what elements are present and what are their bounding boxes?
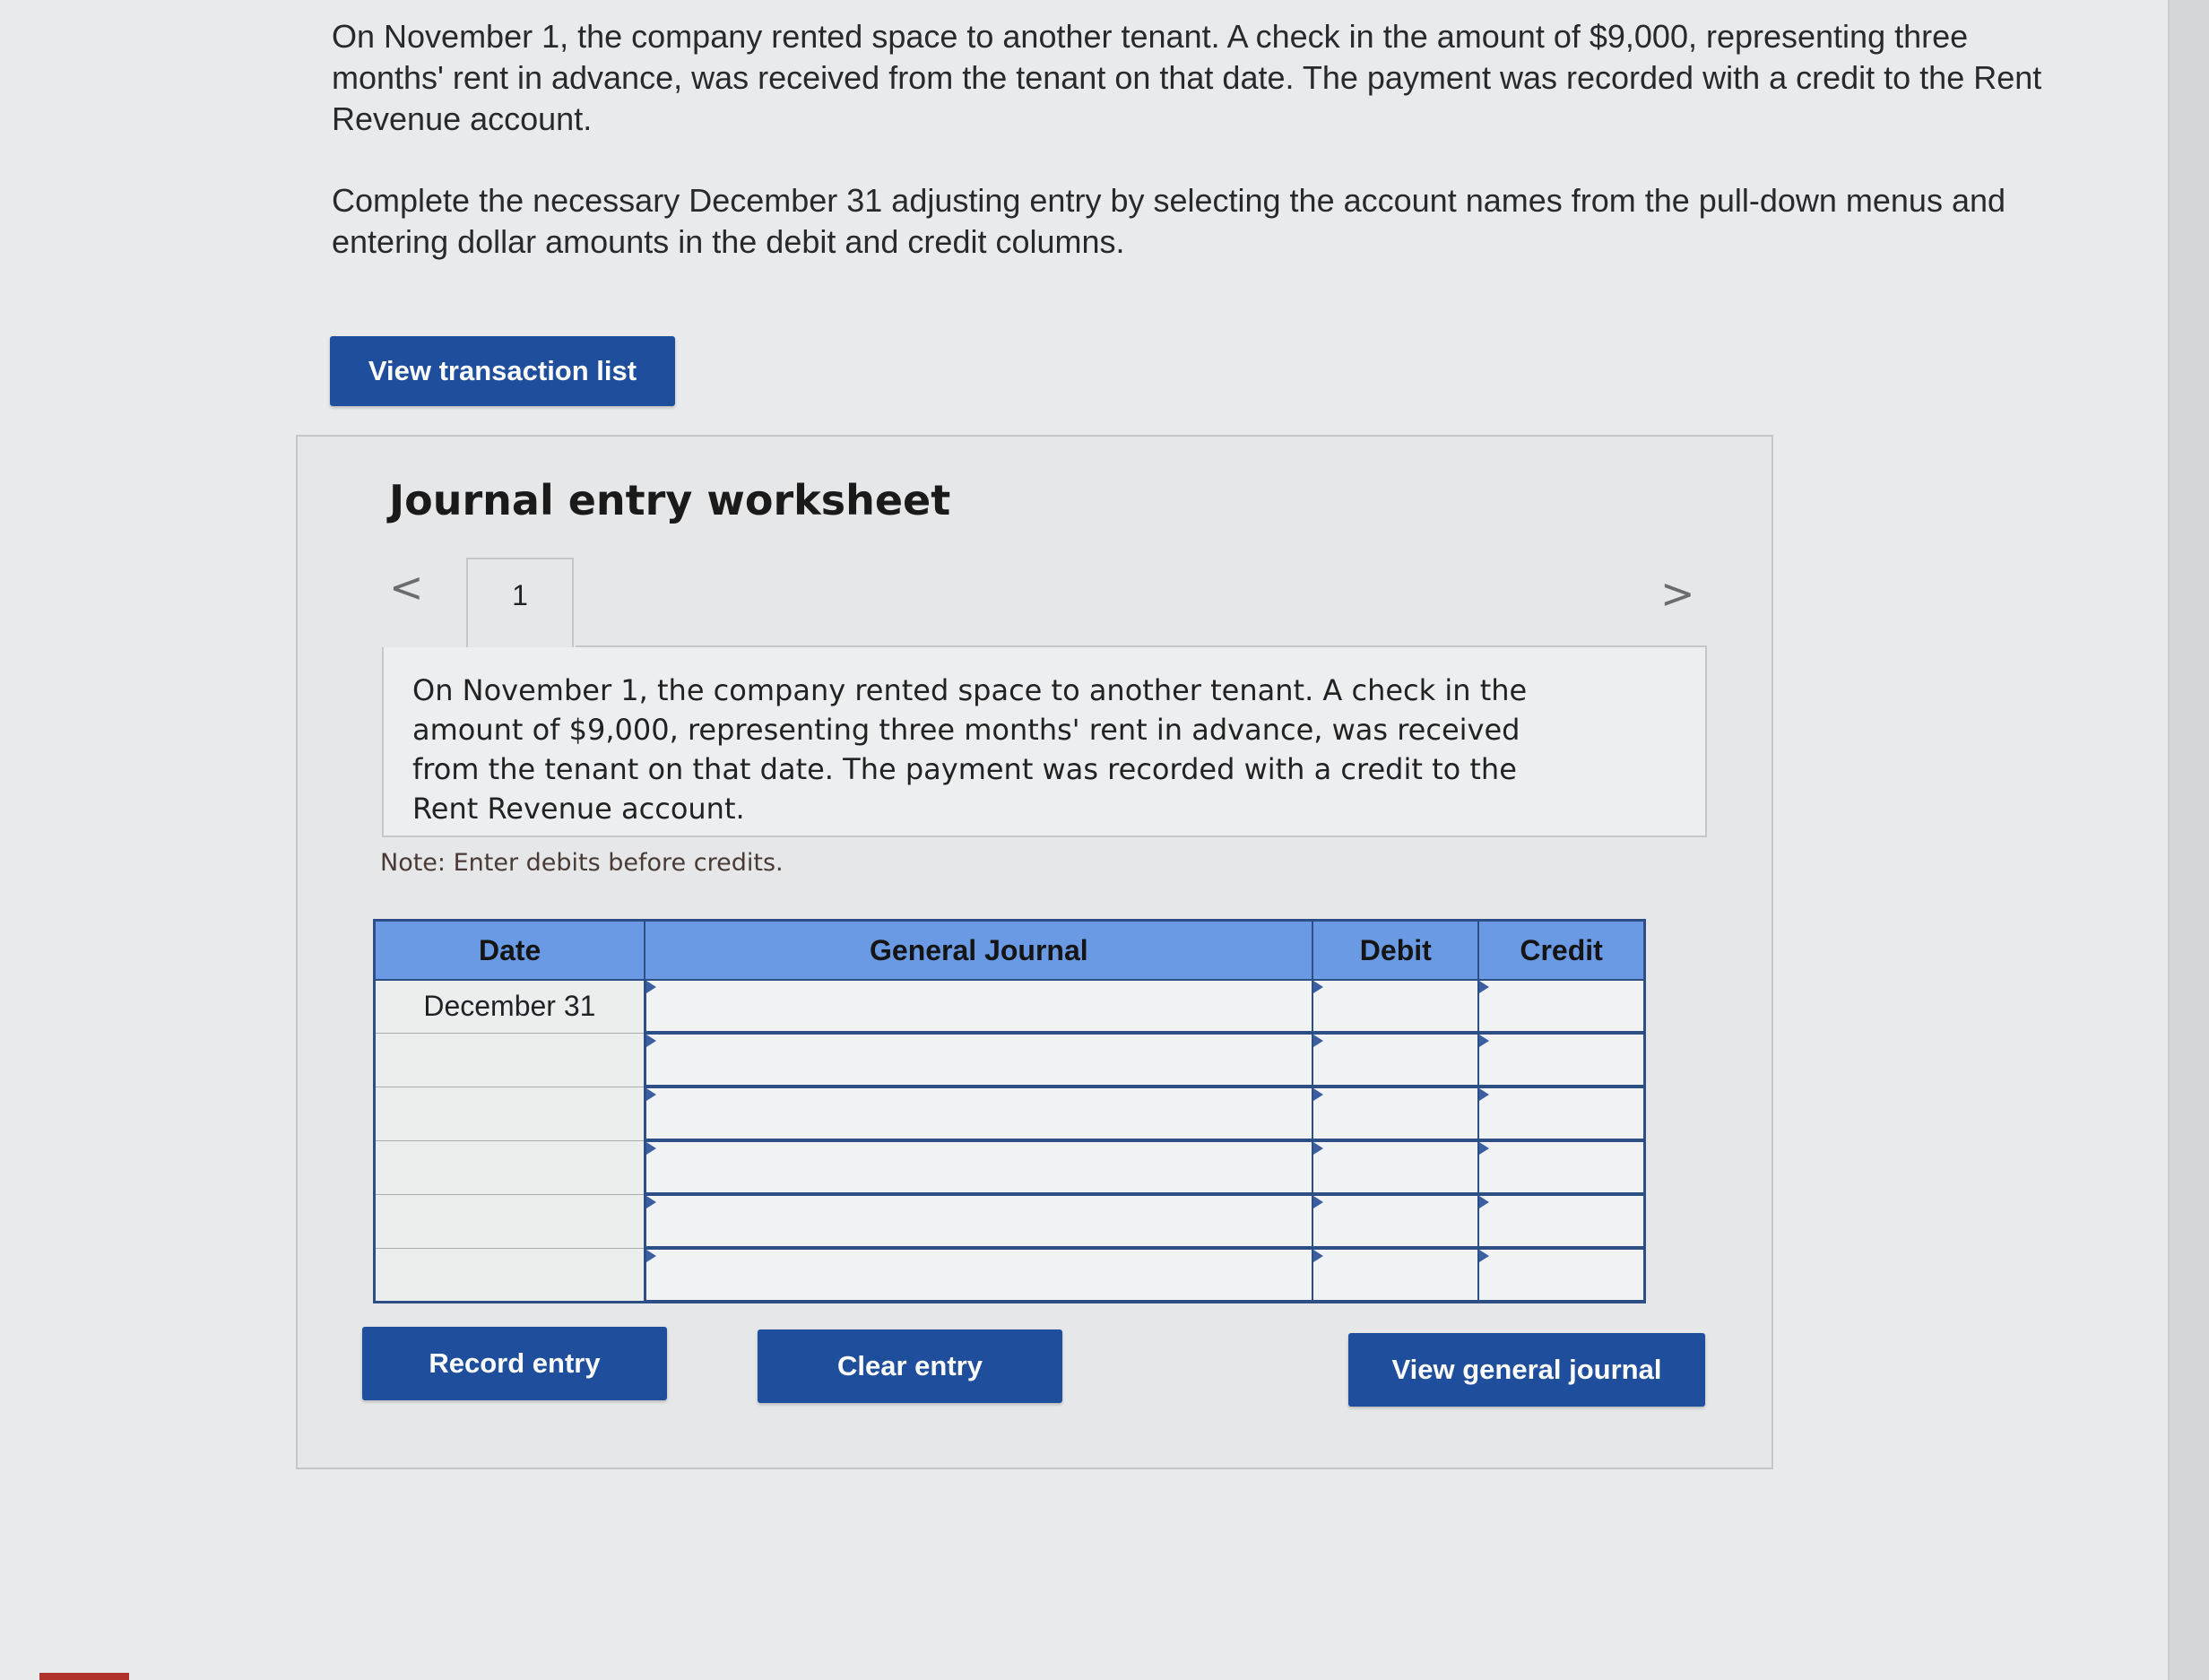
tab-label: 1: [512, 579, 528, 611]
header-general-journal: General Journal: [645, 921, 1312, 981]
credit-input[interactable]: [1478, 1248, 1644, 1302]
date-cell: [375, 1033, 645, 1087]
account-dropdown[interactable]: [645, 1194, 1312, 1248]
journal-entry-worksheet: [296, 435, 1773, 1469]
date-cell: [375, 1248, 645, 1302]
table-header-row: [375, 921, 1645, 981]
credit-input[interactable]: [1478, 1194, 1644, 1248]
credit-input[interactable]: [1478, 1140, 1644, 1194]
credit-input[interactable]: [1478, 980, 1644, 1033]
entry-note: Note: Enter debits before credits.: [380, 849, 784, 877]
debit-input[interactable]: [1312, 1248, 1478, 1302]
view-general-journal-button[interactable]: View general journal: [1348, 1333, 1705, 1407]
chevron-left-icon[interactable]: <: [389, 563, 424, 611]
general-journal-table: [373, 919, 1646, 1303]
record-entry-button[interactable]: Record entry: [362, 1327, 667, 1400]
table-row: [375, 1248, 1645, 1302]
table-row: [375, 980, 1645, 1033]
date-cell: [375, 1194, 645, 1248]
chevron-right-icon[interactable]: >: [1660, 569, 1695, 618]
intro-paragraph-1: On November 1, the company rented space to another tenant. A check in the amount of $9,000, representing three months' rent in advance, was received from the tenant on that date. The payment was recorded with a credit to the Rent Revenue account.: [332, 18, 2042, 137]
date-cell: December 31: [375, 980, 645, 1033]
header-debit: Debit: [1312, 921, 1478, 981]
screen-edge: [2168, 0, 2209, 1680]
intro-paragraph-2: Complete the necessary December 31 adjusting entry by selecting the account names from the pull-down menus and entering dollar amounts in the debit and credit columns.: [332, 182, 2006, 260]
debit-input[interactable]: [1312, 980, 1478, 1033]
transaction-description: On November 1, the company rented space to another tenant. A check in the amount of $9,000, representing three months' rent in advance, was received from the tenant on that date. The payment was recorded with a credit to the Rent Revenue account.: [412, 673, 1528, 826]
credit-input[interactable]: [1478, 1033, 1644, 1087]
debit-input[interactable]: [1312, 1194, 1478, 1248]
table-row: [375, 1140, 1645, 1194]
date-cell: [375, 1087, 645, 1140]
transaction-description-box: [382, 647, 1707, 837]
table-row: [375, 1194, 1645, 1248]
account-dropdown[interactable]: [645, 1033, 1312, 1087]
table-row: [375, 1033, 1645, 1087]
account-dropdown[interactable]: [645, 1248, 1312, 1302]
date-cell: [375, 1140, 645, 1194]
table-row: [375, 1087, 1645, 1140]
problem-statement: [332, 16, 2062, 263]
worksheet-title: Journal entry worksheet: [389, 476, 951, 524]
header-credit: Credit: [1478, 921, 1644, 981]
account-dropdown[interactable]: [645, 1087, 1312, 1140]
account-dropdown[interactable]: [645, 1140, 1312, 1194]
tab-1[interactable]: [466, 558, 574, 647]
debit-input[interactable]: [1312, 1140, 1478, 1194]
corner-marker: [39, 1673, 129, 1680]
view-transaction-list-button[interactable]: View transaction list: [330, 336, 675, 406]
header-date: Date: [375, 921, 645, 981]
account-dropdown[interactable]: [645, 980, 1312, 1033]
clear-entry-button[interactable]: Clear entry: [758, 1329, 1062, 1403]
debit-input[interactable]: [1312, 1087, 1478, 1140]
debit-input[interactable]: [1312, 1033, 1478, 1087]
credit-input[interactable]: [1478, 1087, 1644, 1140]
